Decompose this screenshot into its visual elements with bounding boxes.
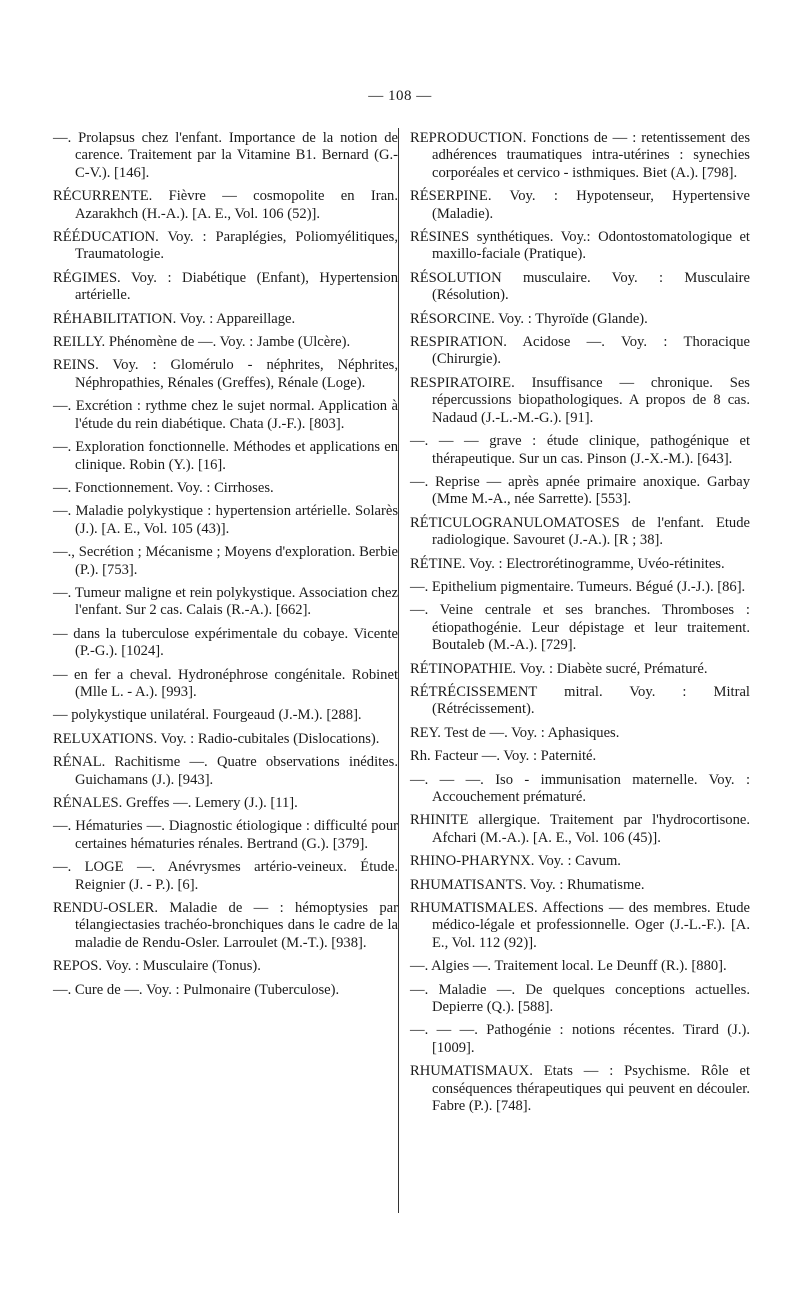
index-entry: —. Veine centrale et ses branches. Thromboses : étiopathogénie. Leur dépistage et leur traitement. Boutaleb (M.-A.). [729]. xyxy=(410,602,750,654)
index-entry: REILLY. Phénomène de —. Voy. : Jambe (Ulcère). xyxy=(53,334,351,351)
index-entry: Rh. Facteur —. Voy. : Paternité. xyxy=(410,748,597,765)
index-entry: RÉSINES synthétiques. Voy.: Odontostomatologique et maxillo-faciale (Pratique). xyxy=(410,229,750,263)
index-entry: RHINO-PHARYNX. Voy. : Cavum. xyxy=(410,853,621,870)
index-entry: — dans la tuberculose expérimentale du cobaye. Vicente (P.-G.). [1024]. xyxy=(53,625,398,660)
index-entry: REPRODUCTION. Fonctions de — : retentissement des adhérences traumatiques intra-utérines : synechies corporéales et cervico - isthmiques. Biet (A.). [798]. xyxy=(410,130,750,181)
index-entry: —. — — grave : étude clinique, pathogénique et thérapeutique. Sur un cas. Pinson (J.-X.-M.). [643]. xyxy=(410,433,750,467)
index-entry: —. LOGE —. Anévrysmes artério-veineux. Étude. Reignier (J. - P.). [6]. xyxy=(53,859,398,893)
index-entry: RÉÉDUCATION. Voy. : Paraplégies, Poliomyélitiques, Traumatologie. xyxy=(53,229,398,263)
index-entry: REPOS. Voy. : Musculaire (Tonus). xyxy=(53,958,261,975)
index-entry: RÉNALES. Greffes —. Lemery (J.). [11]. xyxy=(53,795,298,811)
index-entry: —. Cure de —. Voy. : Pulmonaire (Tuberculose). xyxy=(53,981,340,998)
index-entry: RELUXATIONS. Voy. : Radio-cubitales (Dislocations). xyxy=(53,730,380,747)
index-entry: RÉGIMES. Voy. : Diabétique (Enfant), Hypertension artérielle. xyxy=(53,269,398,304)
index-entry: RENDU-OSLER. Maladie de — : hémoptysies par télangiectasies trachéo-bronchiques dans le cadre de la maladie de Rendu-Osler. Larroulet (M.-T.). [938]. xyxy=(53,900,398,951)
index-entry: RÉSERPINE. Voy. : Hypotenseur, Hypertensive (Maladie). xyxy=(410,188,750,222)
index-entry: REY. Test de —. Voy. : Aphasiques. xyxy=(410,724,620,741)
index-entry: —. Prolapsus chez l'enfant. Importance de la notion de carence. Traitement par la Vitamine B1. Bernard (G.-C-V.). [146]. xyxy=(53,130,398,181)
index-entry: RÉCURRENTE. Fièvre — cosmopolite en Iran. Azarakhch (H.-A.). [A. E., Vol. 106 (52)]. xyxy=(53,188,398,222)
index-entry: —. Maladie —. De quelques conceptions actuelles. Depierre (Q.). [588]. xyxy=(410,981,750,1016)
right-column xyxy=(410,130,750,1122)
index-entry: —. Reprise — après apnée primaire anoxique. Garbay (Mme M.-A., née Sarrette). [553]. xyxy=(410,473,750,508)
index-entry: RHINITE allergique. Traitement par l'hydrocortisone. Afchari (M.-A.). [A. E., Vol. 106 (45)]. xyxy=(410,812,750,846)
index-entry: RHUMATISMAUX. Etats — : Psychisme. Rôle et conséquences thérapeutiques qui peuvent en découler. Fabre (P.). [748]. xyxy=(410,1063,750,1115)
index-entry: RESPIRATION. Acidose —. Voy. : Thoracique (Chirurgie). xyxy=(410,334,750,368)
index-entry: —., Secrétion ; Mécanisme ; Moyens d'exploration. Berbie (P.). [753]. xyxy=(53,544,398,578)
index-entry: RHUMATISMALES. Affections — des membres. Etude médico-légale et professionnelle. Oger (J.-L.-F.). [A. E., Vol. 112 (92)]. xyxy=(410,900,750,951)
index-entry: —. Excrétion : rythme chez le sujet normal. Application à l'étude du rein diabétique. Chata (J.-F.). [803]. xyxy=(53,398,398,432)
index-entry: RÉNAL. Rachitisme —. Quatre observations inédites. Guichamans (J.). [943]. xyxy=(53,754,398,788)
index-entry: RÉTINOPATHIE. Voy. : Diabète sucré, Prématuré. xyxy=(410,660,708,677)
index-entry: RHUMATISANTS. Voy. : Rhumatisme. xyxy=(410,876,645,893)
index-entry: —. — —. Pathogénie : notions récentes. Tirard (J.). [1009]. xyxy=(410,1022,750,1056)
index-entry: RÉTINE. Voy. : Electrorétinogramme, Uvéo-rétinites. xyxy=(410,555,725,572)
index-entry: —. Algies —. Traitement local. Le Deunff (R.). [880]. xyxy=(410,958,727,975)
left-column xyxy=(53,130,398,1005)
index-entry: RÉTRÉCISSEMENT mitral. Voy. : Mitral (Rétrécissement). xyxy=(410,683,750,718)
index-entry: RÉSOLUTION musculaire. Voy. : Musculaire (Résolution). xyxy=(410,269,750,304)
index-entry: —. Epithelium pigmentaire. Tumeurs. Bégué (J.-J.). [86]. xyxy=(410,578,746,595)
index-entry: —. Exploration fonctionnelle. Méthodes et applications en clinique. Robin (Y.). [16]. xyxy=(53,439,398,473)
index-entry: —. — —. Iso - immunisation maternelle. Voy. : Accouchement prématuré. xyxy=(410,771,750,805)
page-number: — 108 — xyxy=(368,88,432,104)
index-entry: — en fer a cheval. Hydronéphrose congénitale. Robinet (Mlle L. - A.). [993]. xyxy=(53,666,398,700)
column-divider xyxy=(398,128,399,1213)
index-entry: —. Tumeur maligne et rein polykystique. Association chez l'enfant. Sur 2 cas. Calais (R.-A.). [662]. xyxy=(53,584,398,619)
index-entry: RÉTICULOGRANULOMATOSES de l'enfant. Etude radiologique. Savouret (J.-A.). [R ; 38]. xyxy=(410,514,750,549)
index-entry: —. Hématuries —. Diagnostic étiologique : difficulté pour certaines hématuries rénales. Bertrand (G.). [379]. xyxy=(53,818,398,852)
index-entry: RÉSORCINE. Voy. : Thyroïde (Glande). xyxy=(410,310,648,327)
index-entry: — polykystique unilatéral. Fourgeaud (J.-M.). [288]. xyxy=(53,707,362,724)
index-entry: —. Maladie polykystique : hypertension artérielle. Solarès (J.). [A. E., Vol. 105 (43)]. xyxy=(53,503,398,537)
index-entry: RESPIRATOIRE. Insuffisance — chronique. Ses répercussions biopathologiques. A propos de 8 cas. Nadaud (J.-L.-M.-G.). [91]. xyxy=(410,374,750,426)
index-entry: RÉHABILITATION. Voy. : Appareillage. xyxy=(53,310,296,327)
index-entry: —. Fonctionnement. Voy. : Cirrhoses. xyxy=(53,479,274,496)
index-entry: REINS. Voy. : Glomérulo - néphrites, Néphrites, Néphropathies, Rénales (Greffes), Rénale (Loge). xyxy=(53,357,398,391)
